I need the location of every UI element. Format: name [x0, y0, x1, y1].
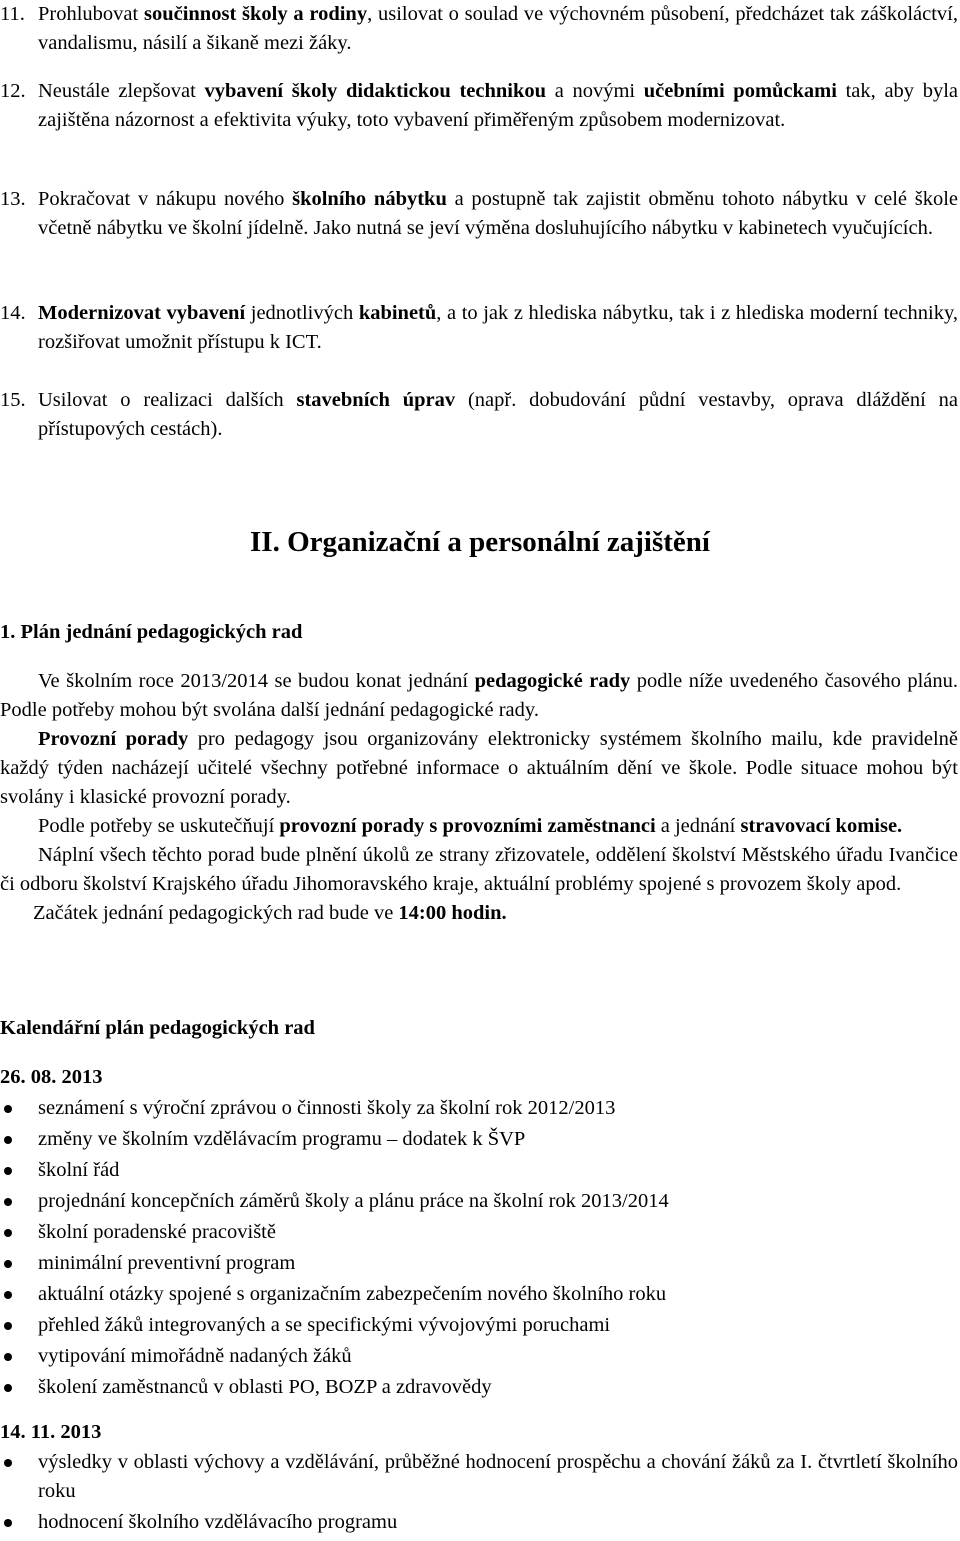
bullet-icon: [4, 1260, 12, 1268]
bullet-icon: [4, 1459, 12, 1467]
list-item: [0, 1311, 958, 1340]
bold-text: stravovací komise.: [740, 815, 903, 837]
bold-text: 14:00 hodin.: [398, 902, 507, 924]
bold-text: Provozní porady: [38, 728, 189, 750]
list-item-13: [0, 185, 958, 243]
list-item-11: [0, 0, 958, 58]
text-run: jednotlivých: [245, 302, 359, 324]
meeting-topics: [0, 1448, 958, 1539]
list-item-text: aktuální otázky spojené s organizačním zabezpečením nového školního roku: [38, 1283, 667, 1305]
bullet-icon: [4, 1229, 12, 1237]
list-item: [0, 1508, 958, 1537]
item-text: [38, 188, 958, 239]
item-number: 14.: [0, 302, 26, 324]
item-text: [38, 80, 958, 131]
bold-text: Modernizovat vybavení: [38, 302, 246, 324]
item-text: [38, 3, 958, 54]
paragraph: [0, 841, 958, 899]
text-run: Náplní všech těchto porad bude plnění úkolů ze strany zřizovatele, oddělení školství Městského úřadu Ivančice či odboru školství Krajského úřadu Jihomoravského kraje, aktuální problémy spojené s provozem školy apod.: [0, 844, 958, 895]
text-run: , usilovat o soulad ve výchovném působení, předcházet tak záškoláctví, vandalismu, násilí a šikaně mezi žáky.: [38, 3, 958, 54]
text-run: tak, aby byla zajištěna názornost a efektivita výuky, toto vybavení přiměřeným způsobem modernizovat.: [38, 80, 958, 131]
list-item-14: [0, 299, 958, 357]
list-item-text: hodnocení školního vzdělávacího programu: [38, 1511, 398, 1533]
item-text: [38, 302, 958, 353]
text-run: Neustále zlepšovat: [38, 80, 205, 102]
bold-text: součinnost školy a rodiny: [143, 3, 368, 25]
item-text: [38, 389, 958, 440]
list-item: [0, 1448, 958, 1506]
list-item: [0, 1125, 958, 1154]
list-item-text: minimální preventivní program: [38, 1252, 296, 1274]
list-item-text: projednání koncepčních záměrů školy a plánu práce na školní rok 2013/2014: [38, 1190, 669, 1212]
meeting-topics: [0, 1094, 958, 1404]
text-run: a novými: [546, 80, 644, 102]
list-item-text: výsledky v oblasti výchovy a vzdělávání, průběžné hodnocení prospěchu a chování žáků za I. čtvrtletí školního roku: [38, 1451, 958, 1502]
paragraph: [0, 899, 958, 928]
text-run: a postupně tak zajistit obměnu tohoto nábytku v celé škole včetně nábytku ve školní jídelně. Jako nutná se jeví výměna dosluhujícího nábytku v kabinetech vyučujících.: [38, 188, 958, 239]
calendar-heading: Kalendářní plán pedagogických rad: [0, 1017, 315, 1039]
list-item: [0, 1249, 958, 1278]
item-number: 15.: [0, 389, 26, 411]
section-heading: II. Organizační a personální zajištění: [250, 526, 710, 558]
list-item-12: [0, 77, 958, 135]
bold-text: učebními pomůckami: [643, 80, 837, 102]
item-number: 12.: [0, 80, 26, 102]
bullet-icon: [4, 1353, 12, 1361]
bold-text: provozní porady s provozními zaměstnanci: [279, 815, 656, 837]
bold-text: kabinetů: [358, 302, 437, 324]
paragraph: [0, 725, 958, 812]
bullet-icon: [4, 1519, 12, 1527]
text-run: Ve školním roce 2013/2014 se budou konat jednání: [38, 670, 475, 692]
bullet-icon: [4, 1322, 12, 1330]
list-item: [0, 1342, 958, 1371]
list-item: [0, 1280, 958, 1309]
text-run: podle níže uvedeného časového plánu. Podle potřeby mohou být svolána další jednání pedagogické rady.: [0, 670, 958, 721]
list-item: [0, 1218, 958, 1247]
paragraph: [0, 667, 958, 725]
text-run: , a to jak z hlediska nábytku, tak i z hlediska moderní techniky, rozšiřovat umožnit přístupu k ICT.: [38, 302, 958, 353]
text-run: Usilovat o realizaci dalších: [38, 389, 297, 411]
bold-text: pedagogické rady: [474, 670, 631, 692]
meeting-date: 14. 11. 2013: [0, 1421, 102, 1443]
text-run: Podle potřeby se uskutečňují: [38, 815, 280, 837]
list-item-text: vytipování mimořádně nadaných žáků: [38, 1345, 352, 1367]
bold-text: školního nábytku: [292, 188, 447, 210]
text-run: a jednání: [655, 815, 741, 837]
paragraph: [0, 812, 958, 841]
list-item-text: přehled žáků integrovaných a se specifickými vývojovými poruchami: [38, 1314, 611, 1336]
text-run: Pokračovat v nákupu nového: [38, 188, 293, 210]
list-item: [0, 1156, 958, 1185]
item-number: 13.: [0, 188, 26, 210]
bullet-icon: [4, 1136, 12, 1144]
list-item: [0, 1094, 958, 1123]
list-item-text: školení zaměstnanců v oblasti PO, BOZP a zdravovědy: [38, 1376, 492, 1398]
list-item-text: školní poradenské pracoviště: [38, 1221, 276, 1243]
list-item: [0, 1187, 958, 1216]
bullet-icon: [4, 1291, 12, 1299]
text-run: (např. dobudování půdní vestavby, oprava dláždění na přístupových cestách).: [38, 389, 959, 440]
bullet-icon: [4, 1198, 12, 1206]
subheading-plan: 1. Plán jednání pedagogických rad: [0, 621, 303, 643]
meeting-date: 26. 08. 2013: [0, 1066, 103, 1088]
list-item-text: seznámení s výroční zprávou o činnosti školy za školní rok 2012/2013: [38, 1097, 616, 1119]
list-item: [0, 1373, 958, 1402]
paragraph-block: [0, 667, 958, 928]
item-number: 11.: [0, 3, 25, 25]
text-run: pro pedagogy jsou organizovány elektronicky systémem školního mailu, kde pravidelně každý týden nacházejí učitelé všechny potřebné informace o aktuálním dění ve škole. Podle situace mohou být svolány i klasické provozní porady.: [0, 728, 958, 808]
list-item-text: změny ve školním vzdělávacím programu – dodatek k ŠVP: [38, 1128, 526, 1150]
text-run: Prohlubovat: [38, 3, 144, 25]
bold-text: vybavení školy didaktickou technikou: [204, 80, 547, 102]
bullet-icon: [4, 1167, 12, 1175]
list-item-text: školní řád: [38, 1159, 120, 1181]
bullet-icon: [4, 1105, 12, 1113]
text-run: Začátek jednání pedagogických rad bude ve: [33, 902, 399, 924]
bold-text: stavebních úprav: [296, 389, 456, 411]
list-item-15: [0, 386, 958, 444]
bullet-icon: [4, 1384, 12, 1392]
